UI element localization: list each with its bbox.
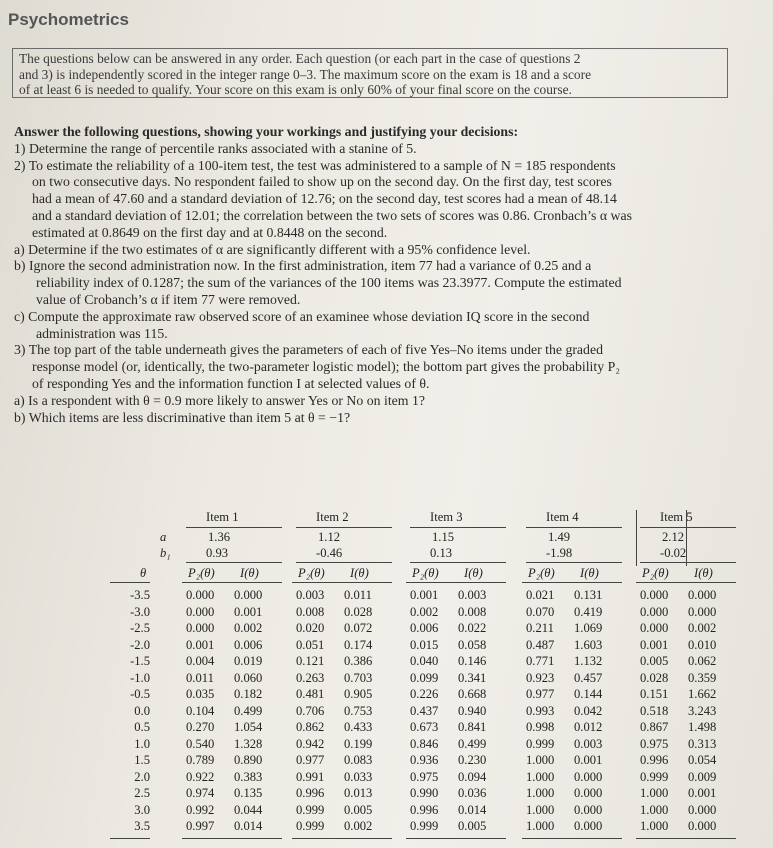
item-header-rule bbox=[636, 582, 736, 583]
p-value: 0.996 bbox=[296, 786, 325, 800]
theta-bottom-rule bbox=[110, 838, 150, 839]
instructions-line-2: and 3) is independently scored in the integer range 0–3. The maximum score on the exam is 18 and a score bbox=[19, 66, 592, 82]
question-q2b-line: reliability index of 0.1287; the sum of the variances of the 100 items was 23.3977. Compute the estimated bbox=[36, 275, 622, 291]
i-value: 0.703 bbox=[344, 670, 373, 685]
question-q2a bbox=[14, 242, 762, 259]
col-i-header: I(θ) bbox=[580, 566, 599, 580]
i-value: 0.006 bbox=[234, 637, 263, 652]
i-value: 0.042 bbox=[574, 703, 603, 718]
p-value: 1.000 bbox=[640, 802, 669, 817]
i-value: 0.753 bbox=[344, 703, 373, 718]
p-value: 1.000 bbox=[526, 786, 555, 800]
i-value: 0.000 bbox=[688, 802, 717, 817]
i-value: 0.011 bbox=[344, 588, 372, 602]
question-q1 bbox=[14, 141, 762, 158]
question-q3a-line: a) Is a respondent with θ = 0.9 more likely to answer Yes or No on item 1? bbox=[14, 392, 425, 408]
i-value: 3.243 bbox=[688, 703, 717, 718]
instructions-line-3: of at least 6 is needed to qualify. Your score on this exam is only 60% of your final score on the course. bbox=[19, 82, 572, 97]
p-value: 0.936 bbox=[410, 753, 439, 767]
item-bottom-rule bbox=[636, 838, 736, 839]
p-value: 0.006 bbox=[410, 621, 439, 635]
item-bottom-rule bbox=[292, 838, 392, 839]
item-name: Item 3 bbox=[430, 510, 463, 524]
item-name-rule bbox=[640, 527, 736, 528]
p-value: 0.999 bbox=[296, 802, 325, 817]
theta-value: 3.5 bbox=[134, 819, 150, 833]
theta-value: 2.5 bbox=[134, 786, 150, 800]
item-param-rule bbox=[640, 562, 736, 563]
p-value: 1.000 bbox=[640, 786, 669, 800]
i-value: 0.000 bbox=[574, 786, 603, 800]
i-value: 0.010 bbox=[688, 637, 717, 652]
p-value: 0.000 bbox=[186, 588, 215, 602]
i-value: 0.174 bbox=[344, 637, 373, 652]
col-i-header: I(θ) bbox=[350, 566, 369, 580]
item-param-a: 1.15 bbox=[432, 530, 455, 544]
question-q2c-line: c) Compute the approximate raw observed score of an examinee whose deviation IQ score in the second bbox=[14, 308, 590, 324]
p-value: 1.000 bbox=[526, 819, 555, 833]
theta-value: 0.0 bbox=[134, 703, 150, 718]
p-value: 0.270 bbox=[186, 720, 215, 734]
item-param-b: -1.98 bbox=[546, 546, 573, 560]
p-value: 1.000 bbox=[526, 753, 555, 767]
question-q3-line: 3) The top part of the table underneath gives the parameters of each of five Yes–No items under the graded bbox=[14, 342, 603, 358]
p-value: 0.226 bbox=[410, 687, 439, 701]
i-value: 0.668 bbox=[458, 687, 487, 701]
p-value: 0.002 bbox=[410, 604, 439, 619]
item-bottom-rule bbox=[182, 838, 282, 839]
question-q3b-line: b) Which items are less discriminative than item 5 at θ = −1? bbox=[14, 409, 351, 425]
p-value: 0.001 bbox=[186, 637, 215, 652]
i-value: 0.000 bbox=[574, 802, 603, 817]
theta-value: -3.0 bbox=[130, 604, 150, 619]
question-q2-line: and a standard deviation of 12.01; the correlation between the two sets of scores was 0.86. Cronbach’s α was bbox=[32, 207, 632, 223]
item-param-b: 0.93 bbox=[206, 546, 229, 560]
p-value: 0.021 bbox=[526, 588, 555, 602]
p-value: 0.867 bbox=[640, 720, 669, 734]
p-value: 0.263 bbox=[296, 670, 325, 685]
question-q3-line: of responding Yes and the information function I at selected values of θ. bbox=[32, 375, 430, 391]
i-value: 0.940 bbox=[458, 703, 487, 718]
p-value: 0.000 bbox=[640, 604, 669, 619]
p-value: 0.975 bbox=[410, 769, 439, 784]
i-value: 0.001 bbox=[574, 753, 603, 767]
col-p-header: P₂(θ) bbox=[298, 566, 325, 580]
p-value: 0.706 bbox=[296, 703, 325, 718]
item-param-b: 0.13 bbox=[430, 546, 453, 560]
i-value: 1.054 bbox=[234, 720, 263, 734]
item-bottom-rule bbox=[406, 838, 506, 839]
p-value: 0.040 bbox=[410, 654, 439, 668]
param-label-a: a bbox=[160, 530, 167, 544]
item-param-rule bbox=[526, 562, 622, 563]
theta-value: -0.5 bbox=[130, 687, 150, 701]
p-value: 0.437 bbox=[410, 703, 439, 718]
i-value: 0.002 bbox=[344, 819, 373, 833]
item-param-a: 1.49 bbox=[548, 530, 571, 544]
instructions-line-1: The questions below can be answered in any order. Each question (or each part in the case of questions 2 bbox=[19, 51, 581, 66]
question-q2c bbox=[14, 309, 762, 343]
question-q3 bbox=[14, 342, 762, 392]
i-value: 0.060 bbox=[234, 670, 263, 685]
p-value: 1.000 bbox=[640, 819, 669, 833]
i-value: 0.002 bbox=[688, 621, 717, 635]
p-value: 0.008 bbox=[296, 604, 325, 619]
i-value: 0.054 bbox=[688, 753, 717, 767]
p-value: 0.977 bbox=[296, 753, 325, 767]
i-value: 0.005 bbox=[458, 819, 487, 833]
p-value: 0.070 bbox=[526, 604, 555, 619]
question-q2b bbox=[14, 258, 762, 308]
item-name: Item 1 bbox=[206, 510, 239, 524]
question-q3b bbox=[14, 410, 762, 427]
p-value: 0.028 bbox=[640, 670, 669, 685]
p-value: 0.993 bbox=[526, 703, 555, 718]
i-value: 0.144 bbox=[574, 687, 603, 701]
p-value: 0.999 bbox=[410, 819, 439, 833]
p-value: 0.121 bbox=[296, 654, 325, 668]
item-name-rule bbox=[296, 527, 392, 528]
p-value: 0.862 bbox=[296, 720, 325, 734]
question-q2b-line: value of Crobanch’s α if item 77 were removed. bbox=[36, 291, 301, 307]
i-value: 1.328 bbox=[234, 736, 263, 751]
p-value: 0.000 bbox=[186, 621, 215, 635]
i-value: 0.072 bbox=[344, 621, 373, 635]
i-value: 0.230 bbox=[458, 753, 487, 767]
i-value: 0.009 bbox=[688, 769, 717, 784]
questions-section bbox=[14, 124, 762, 426]
question-q2-line: estimated at 0.8649 on the first day and at 0.8448 on the second. bbox=[32, 224, 388, 240]
i-value: 0.003 bbox=[458, 588, 487, 602]
p-value: 0.996 bbox=[640, 753, 669, 767]
i-value: 0.000 bbox=[574, 819, 603, 833]
item-name-rule bbox=[526, 527, 622, 528]
p-value: 0.003 bbox=[296, 588, 325, 602]
item-name: Item 5 bbox=[660, 510, 693, 524]
i-value: 0.146 bbox=[458, 654, 487, 668]
item-name: Item 2 bbox=[316, 510, 349, 524]
p-value: 0.487 bbox=[526, 637, 555, 652]
i-value: 0.028 bbox=[344, 604, 373, 619]
p-value: 0.151 bbox=[640, 687, 669, 701]
p-value: 0.974 bbox=[186, 786, 215, 800]
theta-value: 3.0 bbox=[134, 802, 150, 817]
question-list bbox=[14, 141, 762, 427]
col-i-header: I(θ) bbox=[240, 566, 259, 580]
p-value: 0.997 bbox=[186, 819, 215, 833]
i-value: 0.341 bbox=[458, 670, 487, 685]
p-value: 1.000 bbox=[526, 802, 555, 817]
i-value: 0.013 bbox=[344, 786, 373, 800]
i-value: 1.662 bbox=[688, 687, 717, 701]
item-param-a: 1.36 bbox=[208, 530, 231, 544]
irt-parameter-table bbox=[110, 500, 716, 840]
i-value: 0.359 bbox=[688, 670, 717, 685]
p-value: 0.846 bbox=[410, 736, 439, 751]
col-p-header: P₂(θ) bbox=[412, 566, 439, 580]
p-value: 0.000 bbox=[640, 588, 669, 602]
i-value: 0.003 bbox=[574, 736, 603, 751]
theta-value: 0.5 bbox=[134, 720, 150, 734]
item-header-rule bbox=[182, 582, 282, 583]
i-value: 0.062 bbox=[688, 654, 717, 668]
p-value: 0.540 bbox=[186, 736, 215, 751]
question-q1-line: 1) Determine the range of percentile ranks associated with a stanine of 5. bbox=[14, 140, 417, 156]
item-param-rule bbox=[410, 562, 506, 563]
question-q3a bbox=[14, 393, 762, 410]
i-value: 0.058 bbox=[458, 637, 487, 652]
theta-value: -1.0 bbox=[130, 670, 150, 685]
item-param-rule bbox=[186, 562, 282, 563]
i-value: 0.000 bbox=[688, 604, 717, 619]
i-value: 1.603 bbox=[574, 637, 603, 652]
item5-right-rule bbox=[686, 510, 687, 566]
p-value: 0.001 bbox=[640, 637, 669, 652]
p-value: 0.005 bbox=[640, 654, 669, 668]
question-q2-line: 2) To estimate the reliability of a 100-item test, the test was administered to a sample of N = 185 respondents bbox=[14, 157, 616, 173]
p-value: 0.999 bbox=[526, 736, 555, 751]
i-value: 0.001 bbox=[688, 786, 717, 800]
p-value: 0.001 bbox=[410, 588, 439, 602]
i-value: 0.131 bbox=[574, 588, 603, 602]
i-value: 0.386 bbox=[344, 654, 373, 668]
p-value: 0.011 bbox=[186, 670, 214, 685]
item-header-rule bbox=[406, 582, 506, 583]
p-value: 0.996 bbox=[410, 802, 439, 817]
i-value: 1.069 bbox=[574, 621, 603, 635]
theta-value: -1.5 bbox=[130, 654, 150, 668]
i-value: 0.135 bbox=[234, 786, 263, 800]
instructions-box bbox=[12, 48, 728, 98]
item-param-rule bbox=[296, 562, 392, 563]
lead-instruction: Answer the following questions, showing your workings and justifying your decisions: bbox=[14, 124, 519, 139]
p-value: 0.000 bbox=[186, 604, 215, 619]
question-q2 bbox=[14, 158, 762, 242]
p-value: 0.481 bbox=[296, 687, 325, 701]
item-param-a: 1.12 bbox=[318, 530, 341, 544]
i-value: 0.014 bbox=[234, 819, 263, 833]
question-q2c-line: administration was 115. bbox=[36, 325, 168, 341]
i-value: 0.083 bbox=[344, 753, 373, 767]
p-value: 0.104 bbox=[186, 703, 215, 718]
p-value: 0.015 bbox=[410, 637, 439, 652]
col-p-header: P₂(θ) bbox=[642, 566, 669, 580]
param-label-b: b₁ bbox=[160, 546, 171, 560]
p-value: 0.999 bbox=[640, 769, 669, 784]
col-p-header: P₂(θ) bbox=[528, 566, 555, 580]
theta-header-rule bbox=[110, 582, 150, 583]
p-value: 0.000 bbox=[640, 621, 669, 635]
i-value: 0.499 bbox=[458, 736, 487, 751]
p-value: 0.922 bbox=[186, 769, 215, 784]
i-value: 0.002 bbox=[234, 621, 263, 635]
i-value: 0.033 bbox=[344, 769, 373, 784]
i-value: 0.094 bbox=[458, 769, 487, 784]
question-q2-line: on two consecutive days. No respondent failed to show up on the second day. On the first day, test scores bbox=[32, 174, 612, 190]
p-value: 0.975 bbox=[640, 736, 669, 751]
item-name-rule bbox=[410, 527, 506, 528]
i-value: 0.313 bbox=[688, 736, 717, 751]
question-q2-line: had a mean of 47.60 and a standard deviation of 12.76; on the second day, test scores had a mean of 48.14 bbox=[32, 191, 617, 207]
i-value: 0.014 bbox=[458, 802, 487, 817]
i-value: 1.132 bbox=[574, 654, 603, 668]
i-value: 0.036 bbox=[458, 786, 487, 800]
i-value: 0.457 bbox=[574, 670, 603, 685]
theta-value: -3.5 bbox=[130, 588, 150, 602]
p-value: 0.211 bbox=[526, 621, 554, 635]
i-value: 0.905 bbox=[344, 687, 373, 701]
i-value: 1.498 bbox=[688, 720, 717, 734]
theta-value: -2.5 bbox=[130, 621, 150, 635]
i-value: 0.019 bbox=[234, 654, 263, 668]
col-i-header: I(θ) bbox=[694, 566, 713, 580]
i-value: 0.000 bbox=[688, 819, 717, 833]
i-value: 0.008 bbox=[458, 604, 487, 619]
question-q2b-line: b) Ignore the second administration now. In the first administration, item 77 had a variance of 0.25 and a bbox=[14, 258, 592, 274]
i-value: 0.841 bbox=[458, 720, 487, 734]
i-value: 0.499 bbox=[234, 703, 263, 718]
item-name: Item 4 bbox=[546, 510, 579, 524]
theta-value: 2.0 bbox=[134, 769, 150, 784]
item5-left-rule bbox=[636, 510, 637, 566]
item-bottom-rule bbox=[522, 838, 622, 839]
question-q3-line: response model (or, identically, the two-parameter logistic model); the bottom part gives the probability P₂ bbox=[32, 359, 621, 375]
p-value: 0.673 bbox=[410, 720, 439, 734]
p-value: 0.999 bbox=[296, 819, 325, 833]
p-value: 0.991 bbox=[296, 769, 325, 784]
i-value: 0.005 bbox=[344, 802, 373, 817]
col-i-header: I(θ) bbox=[464, 566, 483, 580]
item-param-b: -0.02 bbox=[660, 546, 687, 560]
col-p-header: P₂(θ) bbox=[188, 566, 215, 580]
p-value: 0.771 bbox=[526, 654, 555, 668]
i-value: 0.044 bbox=[234, 802, 263, 817]
theta-header: θ bbox=[140, 566, 147, 580]
theta-value: 1.5 bbox=[134, 753, 150, 767]
i-value: 0.000 bbox=[688, 588, 717, 602]
p-value: 0.990 bbox=[410, 786, 439, 800]
p-value: 0.035 bbox=[186, 687, 215, 701]
p-value: 0.020 bbox=[296, 621, 325, 635]
i-value: 0.012 bbox=[574, 720, 603, 734]
p-value: 0.789 bbox=[186, 753, 215, 767]
i-value: 0.890 bbox=[234, 753, 263, 767]
i-value: 0.000 bbox=[234, 588, 263, 602]
p-value: 0.518 bbox=[640, 703, 669, 718]
p-value: 0.942 bbox=[296, 736, 325, 751]
item-header-rule bbox=[292, 582, 392, 583]
p-value: 0.099 bbox=[410, 670, 439, 685]
item-param-b: -0.46 bbox=[316, 546, 343, 560]
question-q2a-line: a) Determine if the two estimates of α are significantly different with a 95% confidence level. bbox=[14, 241, 531, 257]
p-value: 0.977 bbox=[526, 687, 555, 701]
p-value: 0.051 bbox=[296, 637, 325, 652]
page-title: Psychometrics bbox=[8, 10, 129, 29]
p-value: 0.004 bbox=[186, 654, 215, 668]
i-value: 0.182 bbox=[234, 687, 263, 701]
item-header-rule bbox=[522, 582, 622, 583]
item-name-rule bbox=[186, 527, 282, 528]
p-value: 0.923 bbox=[526, 670, 555, 685]
p-value: 0.998 bbox=[526, 720, 555, 734]
theta-value: -2.0 bbox=[130, 637, 150, 652]
i-value: 0.383 bbox=[234, 769, 263, 784]
i-value: 0.199 bbox=[344, 736, 373, 751]
theta-value: 1.0 bbox=[134, 736, 150, 751]
i-value: 0.433 bbox=[344, 720, 373, 734]
p-value: 0.992 bbox=[186, 802, 215, 817]
i-value: 0.001 bbox=[234, 604, 263, 619]
item-param-a: 2.12 bbox=[662, 530, 685, 544]
i-value: 0.000 bbox=[574, 769, 603, 784]
i-value: 0.419 bbox=[574, 604, 603, 619]
p-value: 1.000 bbox=[526, 769, 555, 784]
i-value: 0.022 bbox=[458, 621, 487, 635]
